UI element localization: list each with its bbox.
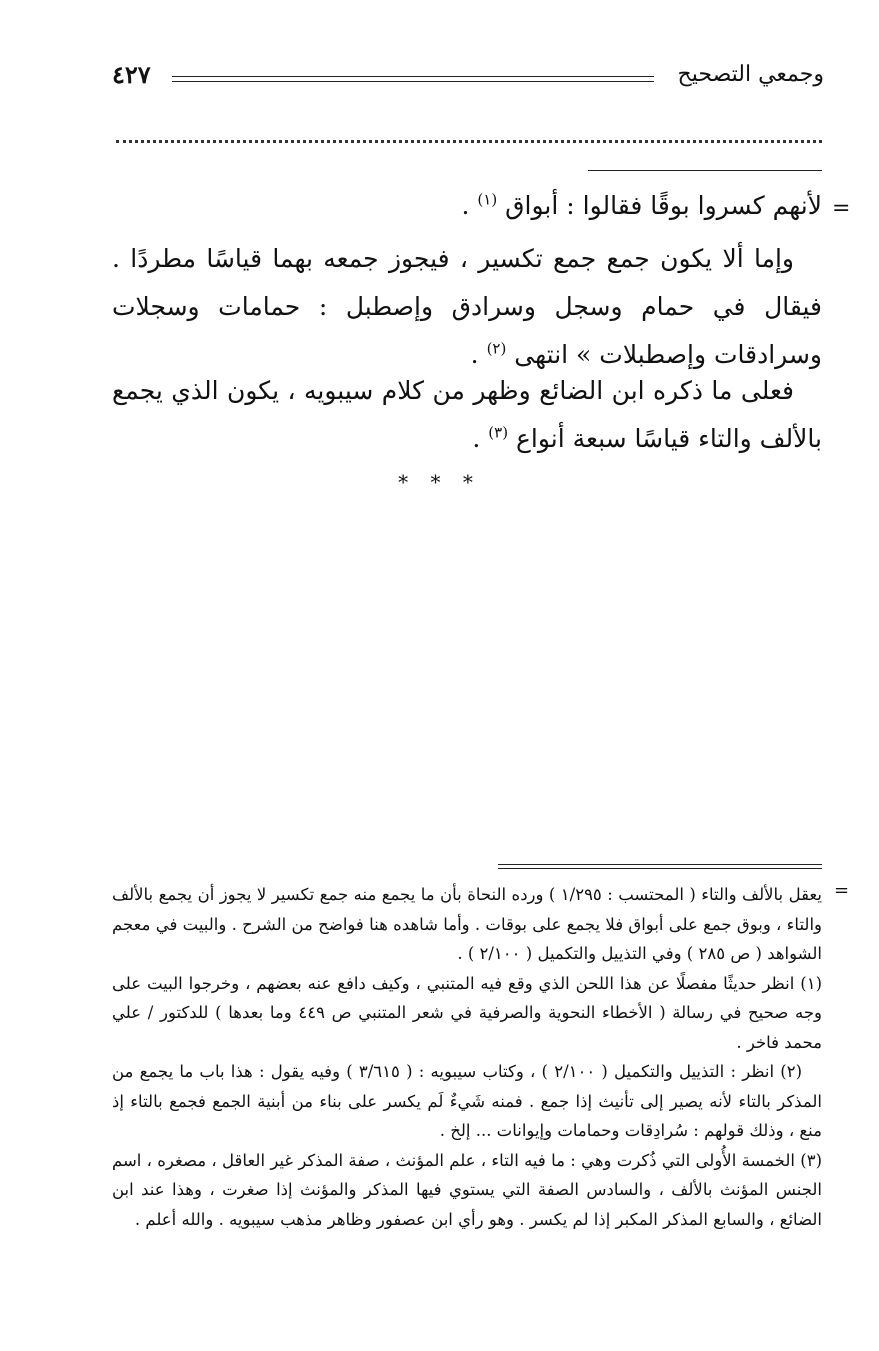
sentence-end: . bbox=[472, 424, 481, 453]
body-paragraph-1 bbox=[112, 182, 822, 230]
section-divider-stars: * * * bbox=[398, 470, 481, 494]
dotted-separator bbox=[116, 140, 822, 143]
paragraph-text: لأنهم كسروا بوقًا فقالوا : أبواق bbox=[505, 191, 822, 220]
sentence-end: . bbox=[461, 191, 470, 220]
footnote-continued: يعقل بالألف والتاء ( المحتسب : ١/٢٩٥ ) ورده النحاة بأن ما يجمع منه جمع تكسير لا يجوز أن يجمع بالألف والتاء ، وبوق جمع على أبواق فلا يجمع على بوقات . وأما شاهده هنا فواضح من الشرح . والبيت في معجم الشواهد ( ص ٢٨٥ ) وفي التذييل والتكميل ( ٢/١٠٠ ) . bbox=[112, 885, 822, 963]
sentence-end: . bbox=[470, 340, 479, 369]
footnote-ref-3[interactable]: (٣) bbox=[488, 423, 509, 442]
footnotes bbox=[112, 880, 822, 1234]
footnote-rule bbox=[498, 864, 822, 869]
footnote-2: (٢) انظر : التذييل والتكميل ( ٢/١٠٠ ) ، وكتاب سيبويه : ( ٣/٦١٥ ) وفيه يقول : هذا باب ما يجمع من المذكر بالتاء لأنه يصير إلى تأنيث إذا جمع . فمنه شَيءٌ لَم يكسر على بناء من أبنية الجمع فجمع بالتاء إذ منع ، وذلك قولهم : سُرادِقات وحمامات وإيوانات ... إلخ . bbox=[112, 1062, 822, 1140]
body-paragraph-2 bbox=[112, 235, 822, 379]
footnote-continuation-mark: = bbox=[834, 880, 850, 901]
paragraph-text: وإما ألا يكون جمع جمع تكسير ، فيجوز جمعه بهما قياسًا مطردًا . فيقال في حمام وسجل وسرادق وإصطبل : حمامات وسجلات وسرادقات وإصطبلات » انتهى bbox=[112, 244, 822, 369]
page-number: ٤٢٧ bbox=[112, 60, 151, 89]
paragraph-text: فعلى ما ذكره ابن الضائع وظهر من كلام سيبويه ، يكون الذي يجمع بالألف والتاء قياسًا سبعة أنواع bbox=[112, 376, 822, 453]
header-rule bbox=[172, 76, 654, 82]
footnote-ref-2[interactable]: (٢) bbox=[486, 339, 507, 358]
footnote-3: (٣) الخمسة الأُولى التي ذُكرت وهي : ما فيه التاء ، علم المؤنث ، صفة المذكر غير العاقل ، مصغره ، اسم الجنس المؤنث بالألف ، والسادس الصفة التي يستوي فيها المذكر والمؤنث إذا صغرت ، وهذا عند ابن الضائع ، والسابع المذكر المكبر إذا لم يكسر . وهو رأي ابن عصفور وظاهر مذهب سيبويه . والله أعلم . bbox=[112, 1150, 822, 1229]
running-title: وجمعي التصحيح bbox=[677, 62, 824, 87]
footnote-1: (١) انظر حديثًا مفصلًا عن هذا اللحن الذي وقع فيه المتنبي ، وكيف دافع عنه بعضهم ، وخرجوا البيت على وجه صحيح في رسالة ( الأخطاء النحوية والصرفية في شعر المتنبي ص ٤٤٩ وما بعدها ) للدكتور / علي محمد فاخر . bbox=[112, 973, 822, 1052]
continuation-mark: = bbox=[832, 196, 851, 221]
short-separator-rule bbox=[588, 170, 822, 171]
body-paragraph-3 bbox=[112, 367, 822, 463]
footnote-ref-1[interactable]: (١) bbox=[477, 190, 498, 209]
running-header bbox=[112, 60, 824, 104]
